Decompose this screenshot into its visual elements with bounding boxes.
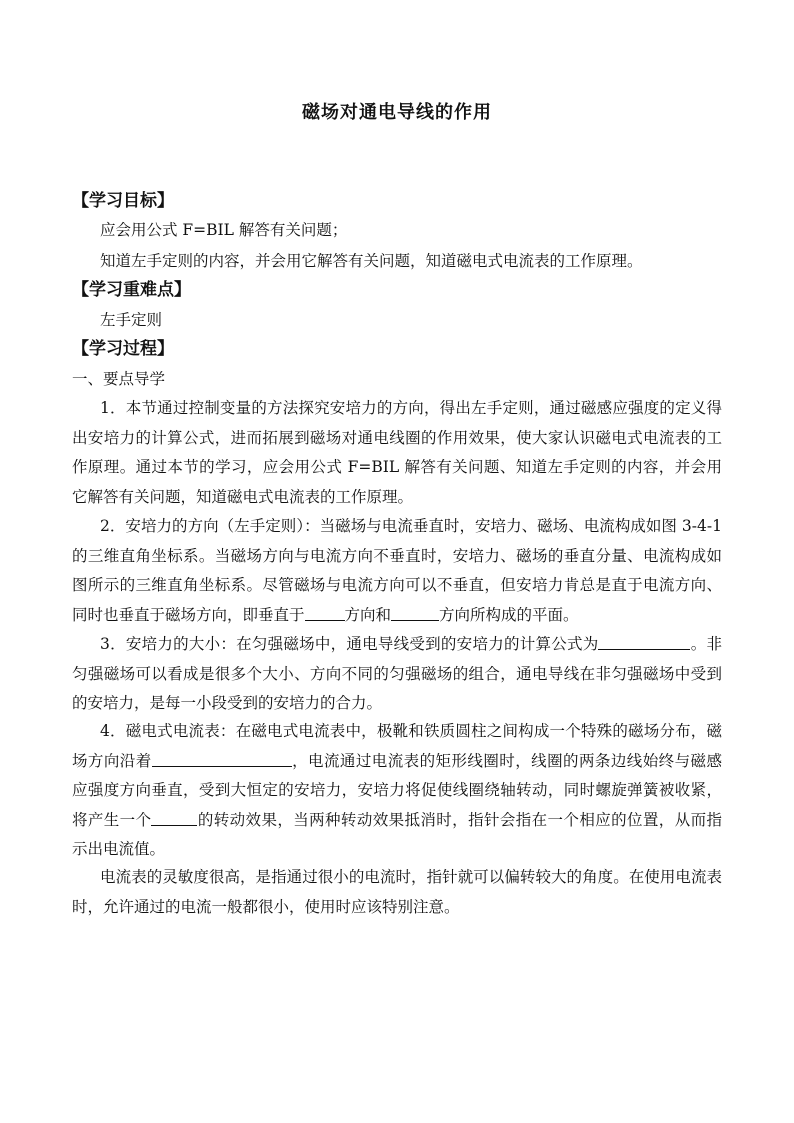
paragraph-2-text-b: 方向和: [344, 605, 392, 624]
paragraph-5: [72, 863, 722, 922]
paragraph-4-text-a: 4．磁电式电流表：在磁电式电流表中，极靴和铁质圆柱之间构成一个特殊的磁场分布，磁场方向沿着: [72, 722, 722, 770]
key-point-1: 左手定则: [100, 311, 163, 329]
paragraph-3: [72, 630, 722, 719]
paragraph-2: [72, 512, 722, 630]
paragraph-3-text-b: 。非匀强磁场可以看成是很多个大小、方向不同的匀强磁场的组合，通电导线在非匀强磁场中受到的安培力，是每一小段受到的安培力的合力。: [72, 635, 722, 712]
process-heading: 【学习过程】: [72, 339, 174, 359]
paragraph-4: [72, 717, 722, 865]
paragraph-5-text: 电流表的灵敏度很高，是指通过很小的电流时，指针就可以偏转较大的角度。在使用电流表时，允许通过的电流一般都很小，使用时应该特别注意。: [72, 868, 722, 916]
goal-item-1: 应会用公式 F=BIL 解答有关问题；: [100, 221, 348, 239]
fill-blank-1[interactable]: [305, 606, 345, 621]
fill-blank-5[interactable]: [151, 811, 197, 826]
page-title: 磁场对通电导线的作用: [302, 102, 492, 123]
paragraph-2-text-c: 方向所构成的平面。: [439, 605, 579, 624]
fill-blank-4[interactable]: [152, 752, 292, 767]
fill-blank-3[interactable]: [598, 635, 690, 650]
paragraph-4-text-c: 的转动效果，当两种转动效果抵消时，指针会指在一个相应的位置，从而指示出电流值。: [72, 810, 722, 858]
section-heading-guide: 一、要点导学: [72, 370, 166, 388]
goal-item-2: 知道左手定则的内容，并会用它解答有关问题，知道磁电式电流表的工作原理。: [100, 252, 643, 270]
paragraph-2-text-a: 2．安培力的方向（左手定则）：当磁场与电流垂直时，安培力、磁场、电流构成如图 3-4-1 的三维直角坐标系。当磁场方向与电流方向不垂直时，安培力、磁场的垂直分量、电流构成如图所示的三维直角坐标系。尽管磁场与电流方向可以不垂直，但安培力肯总是直于电流方向、同时也垂直于磁场方向，即垂直于: [72, 517, 722, 624]
paragraph-4-text-b: ，电流通过电流表的矩形线圈时，线圈的两条边线始终与磁感应强度方向垂直，受到大恒定的安培力，安培力将促使线圈绕轴转动，同时螺旋弹簧被收紧，将产生一个: [72, 751, 722, 829]
goals-heading: 【学习目标】: [72, 191, 174, 211]
paragraph-1-text: 1．本节通过控制变量的方法探究安培力的方向，得出左手定则，通过磁感应强度的定义得出安培力的计算公式，进而拓展到磁场对通电线圈的作用效果，使大家认识磁电式电流表的工作原理。通过本节的学习，应会用公式 F=BIL 解答有关问题、知道左手定则的内容，并会用它解答有关问题，知道磁电式电流表的工作原理。: [72, 399, 722, 506]
key-points-heading: 【学习重难点】: [72, 280, 191, 300]
fill-blank-2[interactable]: [391, 606, 439, 621]
paragraph-3-text-a: 3．安培力的大小：在匀强磁场中，通电导线受到的安培力的计算公式为: [100, 635, 599, 653]
paragraph-1: [72, 394, 722, 512]
